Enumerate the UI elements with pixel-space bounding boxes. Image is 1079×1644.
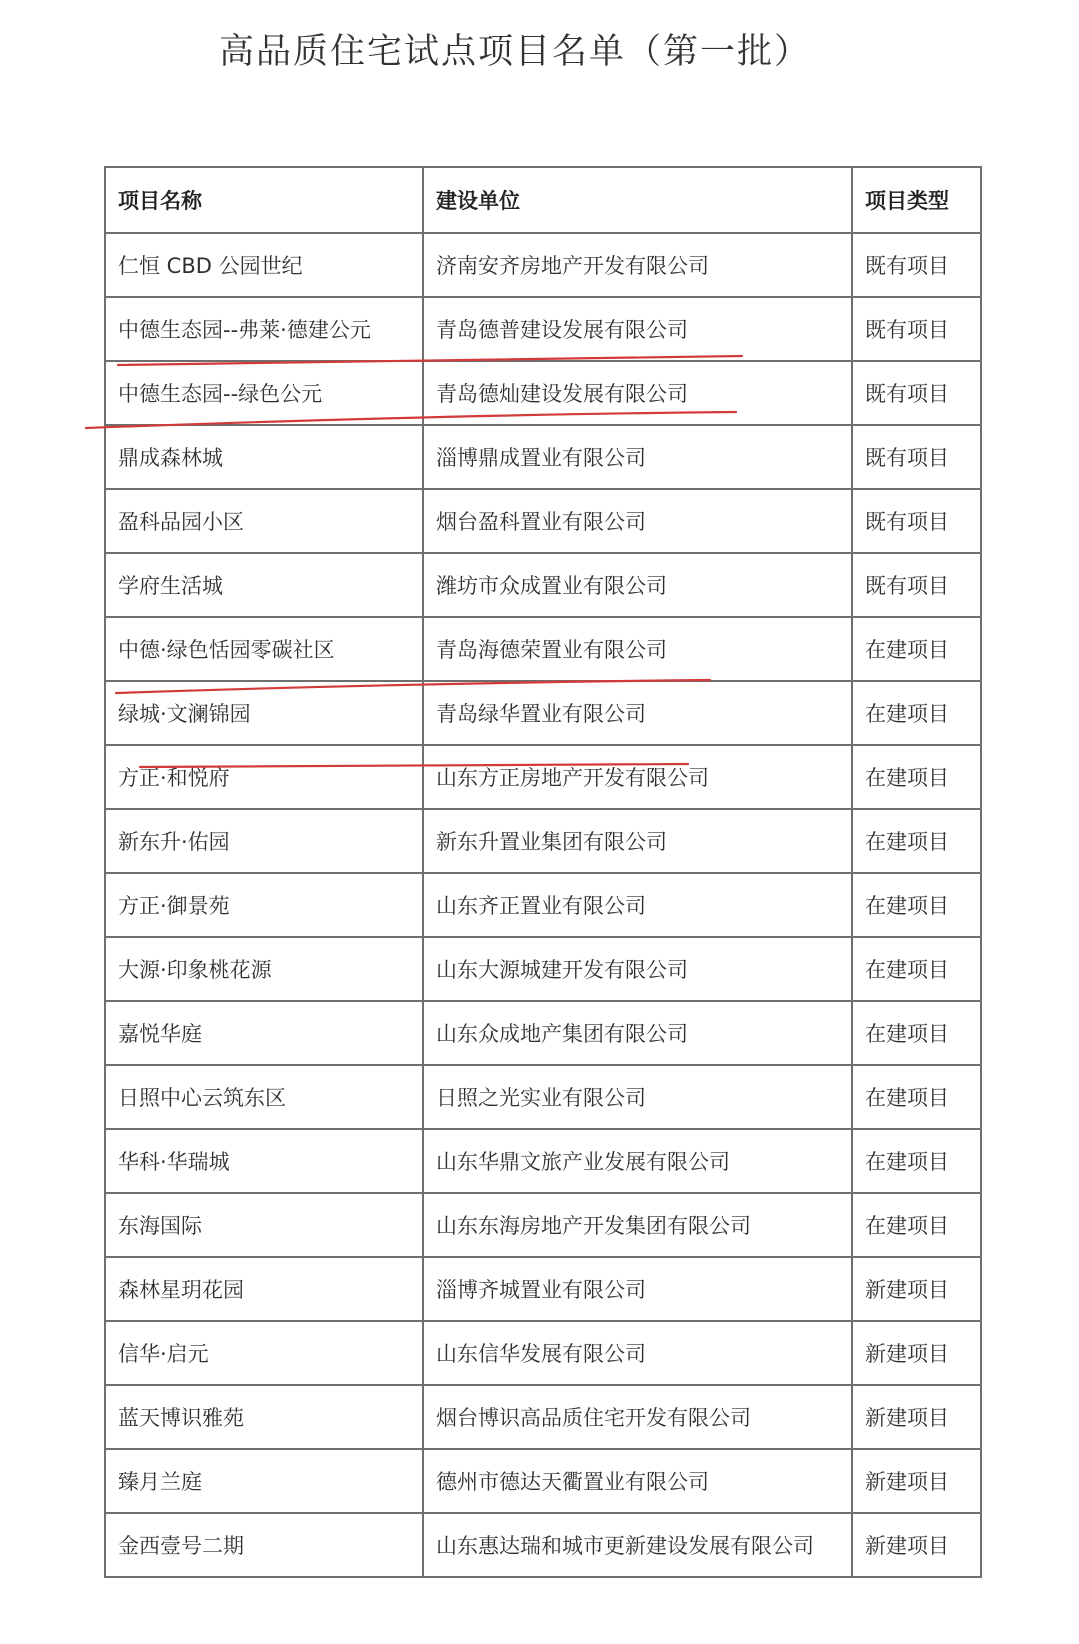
- header-developer: 建设单位: [423, 167, 852, 233]
- cell-project-name: 大源·印象桃花源: [105, 937, 423, 1001]
- cell-project-type: 在建项目: [852, 617, 981, 681]
- cell-developer: 山东东海房地产开发集团有限公司: [423, 1193, 852, 1257]
- page-title: 高品质住宅试点项目名单（第一批）: [218, 32, 811, 72]
- table-row: [105, 489, 981, 553]
- cell-project-name: 森林星玥花园: [105, 1257, 423, 1321]
- table-header-row: [105, 167, 981, 233]
- cell-project-name: 新东升·佑园: [105, 809, 423, 873]
- cell-project-type: 新建项目: [852, 1257, 981, 1321]
- table-row: [105, 937, 981, 1001]
- table-row: [105, 1257, 981, 1321]
- table-row: [105, 745, 981, 809]
- table-row: [105, 1129, 981, 1193]
- cell-project-type: 新建项目: [852, 1321, 981, 1385]
- cell-project-type: 既有项目: [852, 233, 981, 297]
- cell-project-name: 学府生活城: [105, 553, 423, 617]
- cell-project-name: 华科·华瑞城: [105, 1129, 423, 1193]
- cell-project-name: 臻月兰庭: [105, 1449, 423, 1513]
- cell-project-type: 新建项目: [852, 1513, 981, 1577]
- cell-project-name: 方正·御景苑: [105, 873, 423, 937]
- cell-developer: 山东大源城建开发有限公司: [423, 937, 852, 1001]
- cell-developer: 山东信华发展有限公司: [423, 1321, 852, 1385]
- cell-project-type: 既有项目: [852, 361, 981, 425]
- cell-project-name: 日照中心云筑东区: [105, 1065, 423, 1129]
- table-row: [105, 1193, 981, 1257]
- table-row: [105, 1321, 981, 1385]
- cell-developer: 山东齐正置业有限公司: [423, 873, 852, 937]
- table-row: [105, 297, 981, 361]
- cell-developer: 潍坊市众成置业有限公司: [423, 553, 852, 617]
- cell-developer: 淄博鼎成置业有限公司: [423, 425, 852, 489]
- table-row: [105, 1001, 981, 1065]
- cell-developer: 青岛绿华置业有限公司: [423, 681, 852, 745]
- header-project-name: 项目名称: [105, 167, 423, 233]
- cell-developer: 青岛德灿建设发展有限公司: [423, 361, 852, 425]
- cell-developer: 济南安齐房地产开发有限公司: [423, 233, 852, 297]
- cell-developer: 山东众成地产集团有限公司: [423, 1001, 852, 1065]
- cell-project-name: 嘉悦华庭: [105, 1001, 423, 1065]
- table-row: [105, 617, 981, 681]
- cell-developer: 山东惠达瑞和城市更新建设发展有限公司: [423, 1513, 852, 1577]
- cell-project-type: 在建项目: [852, 681, 981, 745]
- cell-project-type: 在建项目: [852, 1065, 981, 1129]
- project-list-table: [104, 166, 982, 1578]
- table-row: [105, 809, 981, 873]
- cell-project-type: 既有项目: [852, 425, 981, 489]
- cell-project-name: 绿城·文澜锦园: [105, 681, 423, 745]
- cell-project-name: 东海国际: [105, 1193, 423, 1257]
- cell-developer: 山东华鼎文旅产业发展有限公司: [423, 1129, 852, 1193]
- table-row: [105, 681, 981, 745]
- cell-developer: 日照之光实业有限公司: [423, 1065, 852, 1129]
- cell-developer: 德州市德达天衢置业有限公司: [423, 1449, 852, 1513]
- cell-project-name: 蓝天博识雅苑: [105, 1385, 423, 1449]
- cell-project-type: 既有项目: [852, 489, 981, 553]
- cell-project-name: 中德生态园--弗莱·德建公元: [105, 297, 423, 361]
- cell-project-name: 金西壹号二期: [105, 1513, 423, 1577]
- header-project-type: 项目类型: [852, 167, 981, 233]
- cell-project-name: 信华·启元: [105, 1321, 423, 1385]
- cell-project-type: 在建项目: [852, 809, 981, 873]
- table-row: [105, 1513, 981, 1577]
- cell-project-name: 方正·和悦府: [105, 745, 423, 809]
- cell-project-type: 新建项目: [852, 1385, 981, 1449]
- cell-developer: 山东方正房地产开发有限公司: [423, 745, 852, 809]
- cell-project-name: 盈科品园小区: [105, 489, 423, 553]
- cell-developer: 新东升置业集团有限公司: [423, 809, 852, 873]
- table-row: [105, 361, 981, 425]
- cell-developer: 青岛德普建设发展有限公司: [423, 297, 852, 361]
- cell-project-name: 中德·绿色恬园零碳社区: [105, 617, 423, 681]
- cell-project-type: 在建项目: [852, 873, 981, 937]
- cell-developer: 淄博齐城置业有限公司: [423, 1257, 852, 1321]
- table-row: [105, 873, 981, 937]
- table-row: [105, 425, 981, 489]
- cell-project-type: 在建项目: [852, 1193, 981, 1257]
- table-row: [105, 233, 981, 297]
- cell-project-type: 在建项目: [852, 937, 981, 1001]
- cell-project-name: 鼎成森林城: [105, 425, 423, 489]
- cell-developer: 烟台博识高品质住宅开发有限公司: [423, 1385, 852, 1449]
- cell-project-name: 中德生态园--绿色公元: [105, 361, 423, 425]
- cell-project-type: 在建项目: [852, 745, 981, 809]
- cell-developer: 青岛海德荣置业有限公司: [423, 617, 852, 681]
- cell-developer: 烟台盈科置业有限公司: [423, 489, 852, 553]
- cell-project-type: 在建项目: [852, 1129, 981, 1193]
- table-row: [105, 1449, 981, 1513]
- cell-project-type: 既有项目: [852, 297, 981, 361]
- cell-project-type: 既有项目: [852, 553, 981, 617]
- cell-project-type: 新建项目: [852, 1449, 981, 1513]
- cell-project-name: 仁恒 CBD 公园世纪: [105, 233, 423, 297]
- cell-project-type: 在建项目: [852, 1001, 981, 1065]
- table-row: [105, 1065, 981, 1129]
- table-row: [105, 1385, 981, 1449]
- table-row: [105, 553, 981, 617]
